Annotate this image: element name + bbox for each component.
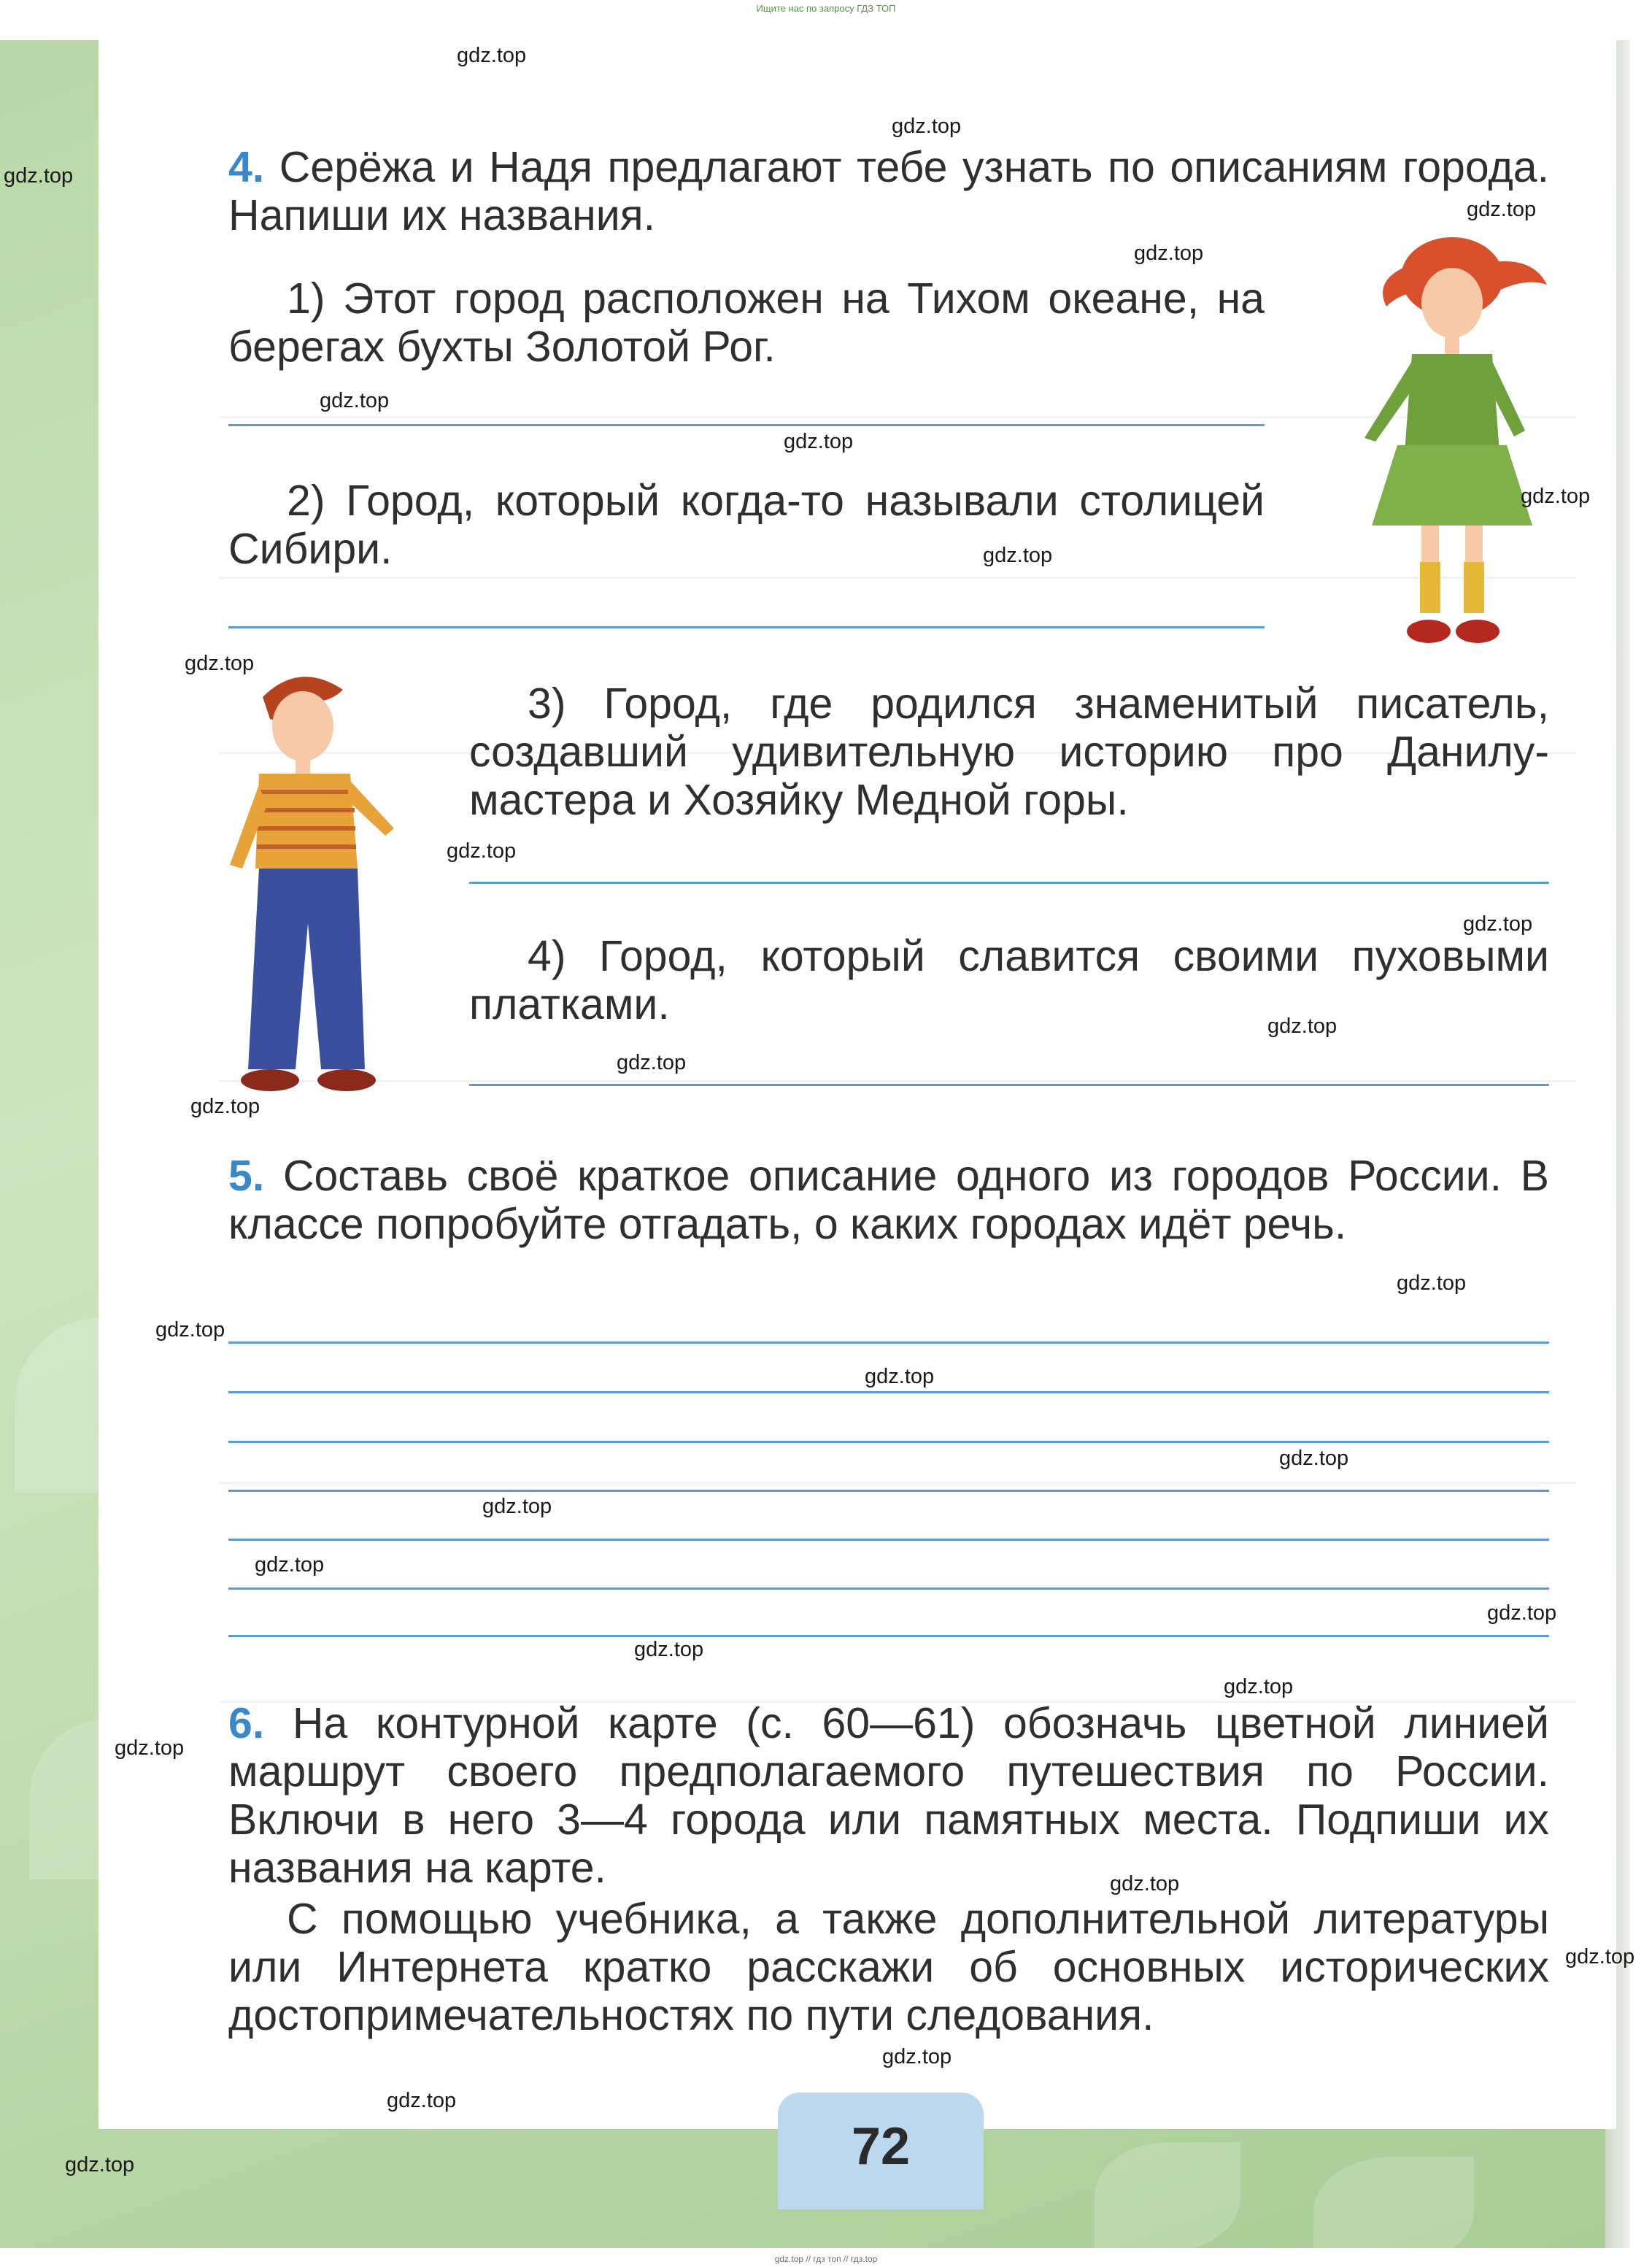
watermark: gdz.top [1521,485,1591,508]
watermark: gdz.top [387,2089,457,2112]
watermark: gdz.top [1467,198,1537,221]
boy-jeans [248,869,365,1069]
header-note: Ищите нас по запросу ГДЗ ТОП [756,3,896,14]
watermark: gdz.top [1397,1271,1467,1295]
watermark: gdz.top [320,389,390,412]
task4-item-1: 1) Этот город расположен на Тихом океане, на берегах бухты Золотой Рог. [228,274,1265,371]
leaf-decoration [1313,2157,1474,2266]
watermark: gdz.top [1267,1015,1338,1038]
page-number: 72 [851,2117,911,2176]
answer-line[interactable] [228,1635,1549,1637]
task6-text [228,1699,1549,1892]
watermark: gdz.top [1134,242,1204,265]
boy-face [272,691,333,761]
girl-blouse [1405,354,1499,453]
watermark: gdz.top [255,1553,325,1577]
answer-line[interactable] [228,1342,1549,1344]
task4-item-3: 3) Город, где родился знаменитый писатель, создавший удивительную историю про Данилу-мастера и Хозяйку Медной горы. [469,680,1549,824]
watermark: gdz.top [983,544,1053,567]
task4-intro-text: Серёжа и Надя предлагают тебе узнать по описаниям города. Напиши их названия. [228,143,1549,239]
answer-line[interactable] [228,1391,1549,1393]
watermark: gdz.top [185,652,255,675]
answer-line[interactable] [228,1587,1549,1590]
answer-line[interactable] [228,1441,1549,1443]
watermark: gdz.top [1487,1601,1557,1625]
girl-figure [1343,234,1562,650]
watermark: gdz.top [115,1736,185,1760]
watermark: gdz.top [784,430,854,453]
task6-number: 6. [228,1699,265,1747]
watermark: gdz.top [1463,912,1533,936]
watermark: gdz.top [65,2153,135,2176]
watermark: gdz.top [882,2045,952,2068]
leaf-decoration [1095,2142,1240,2252]
task4-number: 4. [228,143,265,191]
answer-line[interactable] [469,882,1549,884]
task6-text-2: С помощью учебника, а также дополнительной литературы или Интернета кратко расскажи об основных исторических достопримечательностях по пути следования. [228,1895,1549,2039]
task4-intro [228,143,1549,239]
watermark: gdz.top [892,115,962,138]
watermark: gdz.top [865,1365,935,1388]
watermark: gdz.top [1110,1872,1180,1895]
girl-face [1421,268,1483,338]
boy-figure [219,661,431,1098]
watermark: gdz.top [1279,1447,1349,1470]
task5-body: Составь своё краткое описание одного из городов России. В классе попробуйте отгадать, о каких городах идёт речь. [228,1152,1549,1248]
answer-line[interactable] [228,1490,1549,1492]
answer-line[interactable] [228,626,1265,628]
answer-line[interactable] [469,1084,1549,1086]
task5-text [228,1152,1549,1248]
watermark: gdz.top [1224,1675,1294,1698]
answer-line[interactable] [228,424,1265,426]
boy-shirt [255,774,358,869]
answer-line[interactable] [228,1539,1549,1541]
girl-skirt [1372,445,1532,526]
watermark: gdz.top [482,1495,552,1518]
watermark: gdz.top [617,1051,687,1074]
task4-item-4: 4) Город, который славится своими пуховыми платками. [469,932,1549,1028]
task6-body: На контурной карте (с. 60—61) обозначь цветной линией маршрут своего предполагаемого путешествия по России. Включи в него 3—4 города или памятных места. Подпиши их названия на карте. [228,1699,1549,1892]
watermark: gdz.top [155,1318,225,1342]
watermark: gdz.top [634,1638,704,1661]
watermark: gdz.top [4,164,74,188]
task5-number: 5. [228,1152,265,1200]
watermark: gdz.top [447,839,517,863]
watermark: gdz.top [1565,1945,1635,1968]
watermark: gdz.top [457,44,527,67]
task4-item-2: 2) Город, который когда-то называли столицей Сибири. [228,477,1265,573]
footer-note: gdz.top // гдз топ // гдз.top [774,2254,878,2264]
watermark: gdz.top [190,1095,260,1118]
